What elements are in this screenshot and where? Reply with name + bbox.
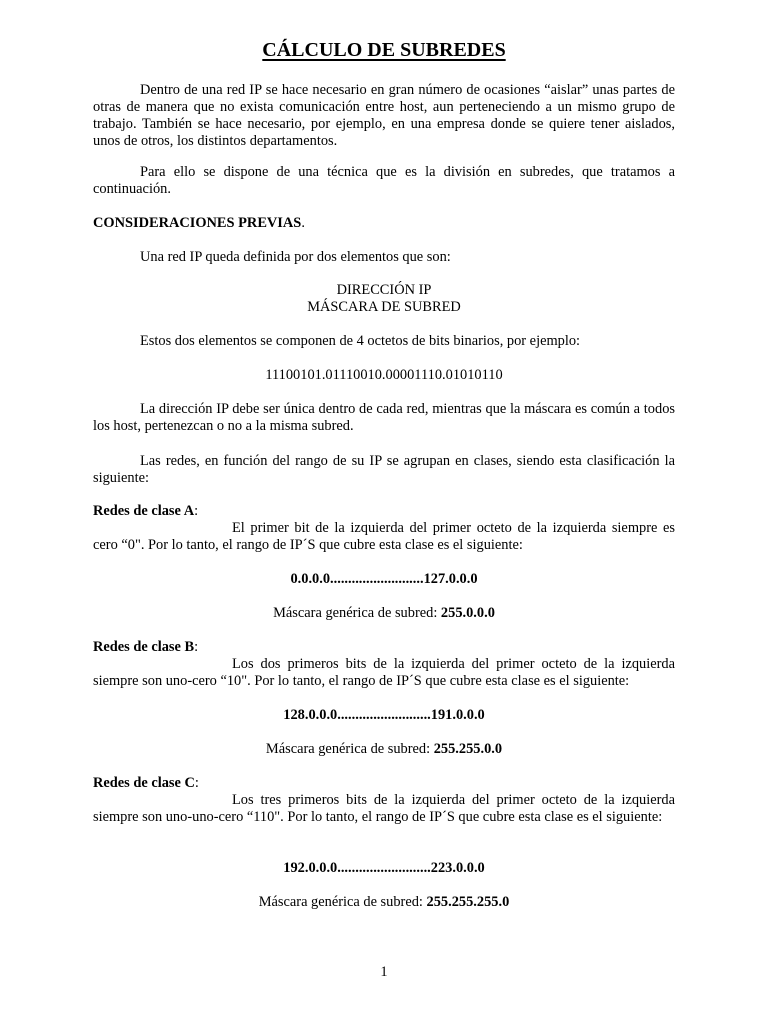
- class-c-mask-value: 255.255.255.0: [426, 894, 510, 910]
- class-c-range: 192.0.0.0..........................223.0.0.0: [283, 860, 485, 876]
- element-subnet-mask: MÁSCARA DE SUBRED: [307, 299, 461, 315]
- page-number: 1: [380, 964, 388, 980]
- class-c-mask: [93, 894, 675, 911]
- intro-paragraph-2: Para ello se dispone de una técnica que es la división en subredes, que tratamos a continuación.: [93, 164, 675, 197]
- previas-paragraph-1: Una red IP queda definida por dos elementos que son:: [140, 249, 451, 265]
- class-b-range: 128.0.0.0..........................191.0.0.0: [283, 707, 485, 723]
- class-b-mask: [93, 741, 675, 758]
- class-a-mask-label: Máscara genérica de subred:: [273, 605, 441, 621]
- previas-paragraph-2: Estos dos elementos se componen de 4 octetos de bits binarios, por ejemplo:: [140, 333, 581, 349]
- class-a-colon: :: [194, 503, 199, 519]
- class-b-mask-value: 255.255.0.0: [433, 741, 503, 757]
- class-b-colon: :: [194, 639, 199, 655]
- class-c-description: Los tres primeros bits de la izquierda del primer octeto de la izquierda siempre son uno-uno-cero “110". Por lo tanto, el rango de IP´S que cubre esta clase es el siguiente:: [93, 792, 675, 825]
- class-a-mask: [93, 605, 675, 622]
- class-b-heading-line: [93, 639, 675, 656]
- class-b-heading: Redes de clase B: [93, 639, 195, 655]
- previas-paragraph-4: Las redes, en función del rango de su IP se agrupan en clases, siendo esta clasificación la siguiente:: [93, 453, 675, 486]
- class-b-description: Los dos primeros bits de la izquierda del primer octeto de la izquierda siempre son uno-cero “10". Por lo tanto, el rango de IP´S que cubre esta clase es el siguiente:: [93, 656, 675, 689]
- class-c-mask-label: Máscara genérica de subred:: [258, 894, 427, 910]
- document-title: CÁLCULO DE SUBREDES: [262, 39, 506, 61]
- class-a-range: 0.0.0.0..........................127.0.0.0: [290, 571, 478, 587]
- element-ip-address: DIRECCIÓN IP: [336, 282, 432, 298]
- intro-paragraph-1: Dentro de una red IP se hace necesario en gran número de ocasiones “aislar” unas partes de otras de manera que no exista comunicación entre host, aun perteneciendo a un mismo grupo de trabajo. También se hace necesario, por ejemplo, en una empresa donde se quiere tener aislados, unos de otros, los distintos departamentos.: [93, 82, 675, 149]
- binary-example: 11100101.01110010.00001110.01010110: [265, 367, 503, 383]
- class-c-heading: Redes de clase C: [93, 775, 195, 791]
- class-a-description: El primer bit de la izquierda del primer octeto de la izquierda siempre es cero “0". Por lo tanto, el rango de IP´S que cubre esta clase es el siguiente:: [93, 520, 675, 553]
- class-a-heading-line: [93, 503, 675, 520]
- class-a-heading: Redes de clase A: [93, 503, 195, 519]
- class-b-mask-label: Máscara genérica de subred:: [265, 741, 434, 757]
- class-c-heading-line: [93, 775, 675, 792]
- class-c-colon: :: [194, 775, 199, 791]
- class-a-mask-value: 255.0.0.0: [440, 605, 495, 621]
- previas-heading-line: [93, 215, 675, 232]
- previas-paragraph-3: La dirección IP debe ser única dentro de cada red, mientras que la máscara es común a todos los host, pertenezcan o no a la misma subred.: [93, 401, 675, 434]
- previas-heading: CONSIDERACIONES PREVIAS: [93, 215, 302, 231]
- previas-heading-suffix: .: [301, 215, 305, 231]
